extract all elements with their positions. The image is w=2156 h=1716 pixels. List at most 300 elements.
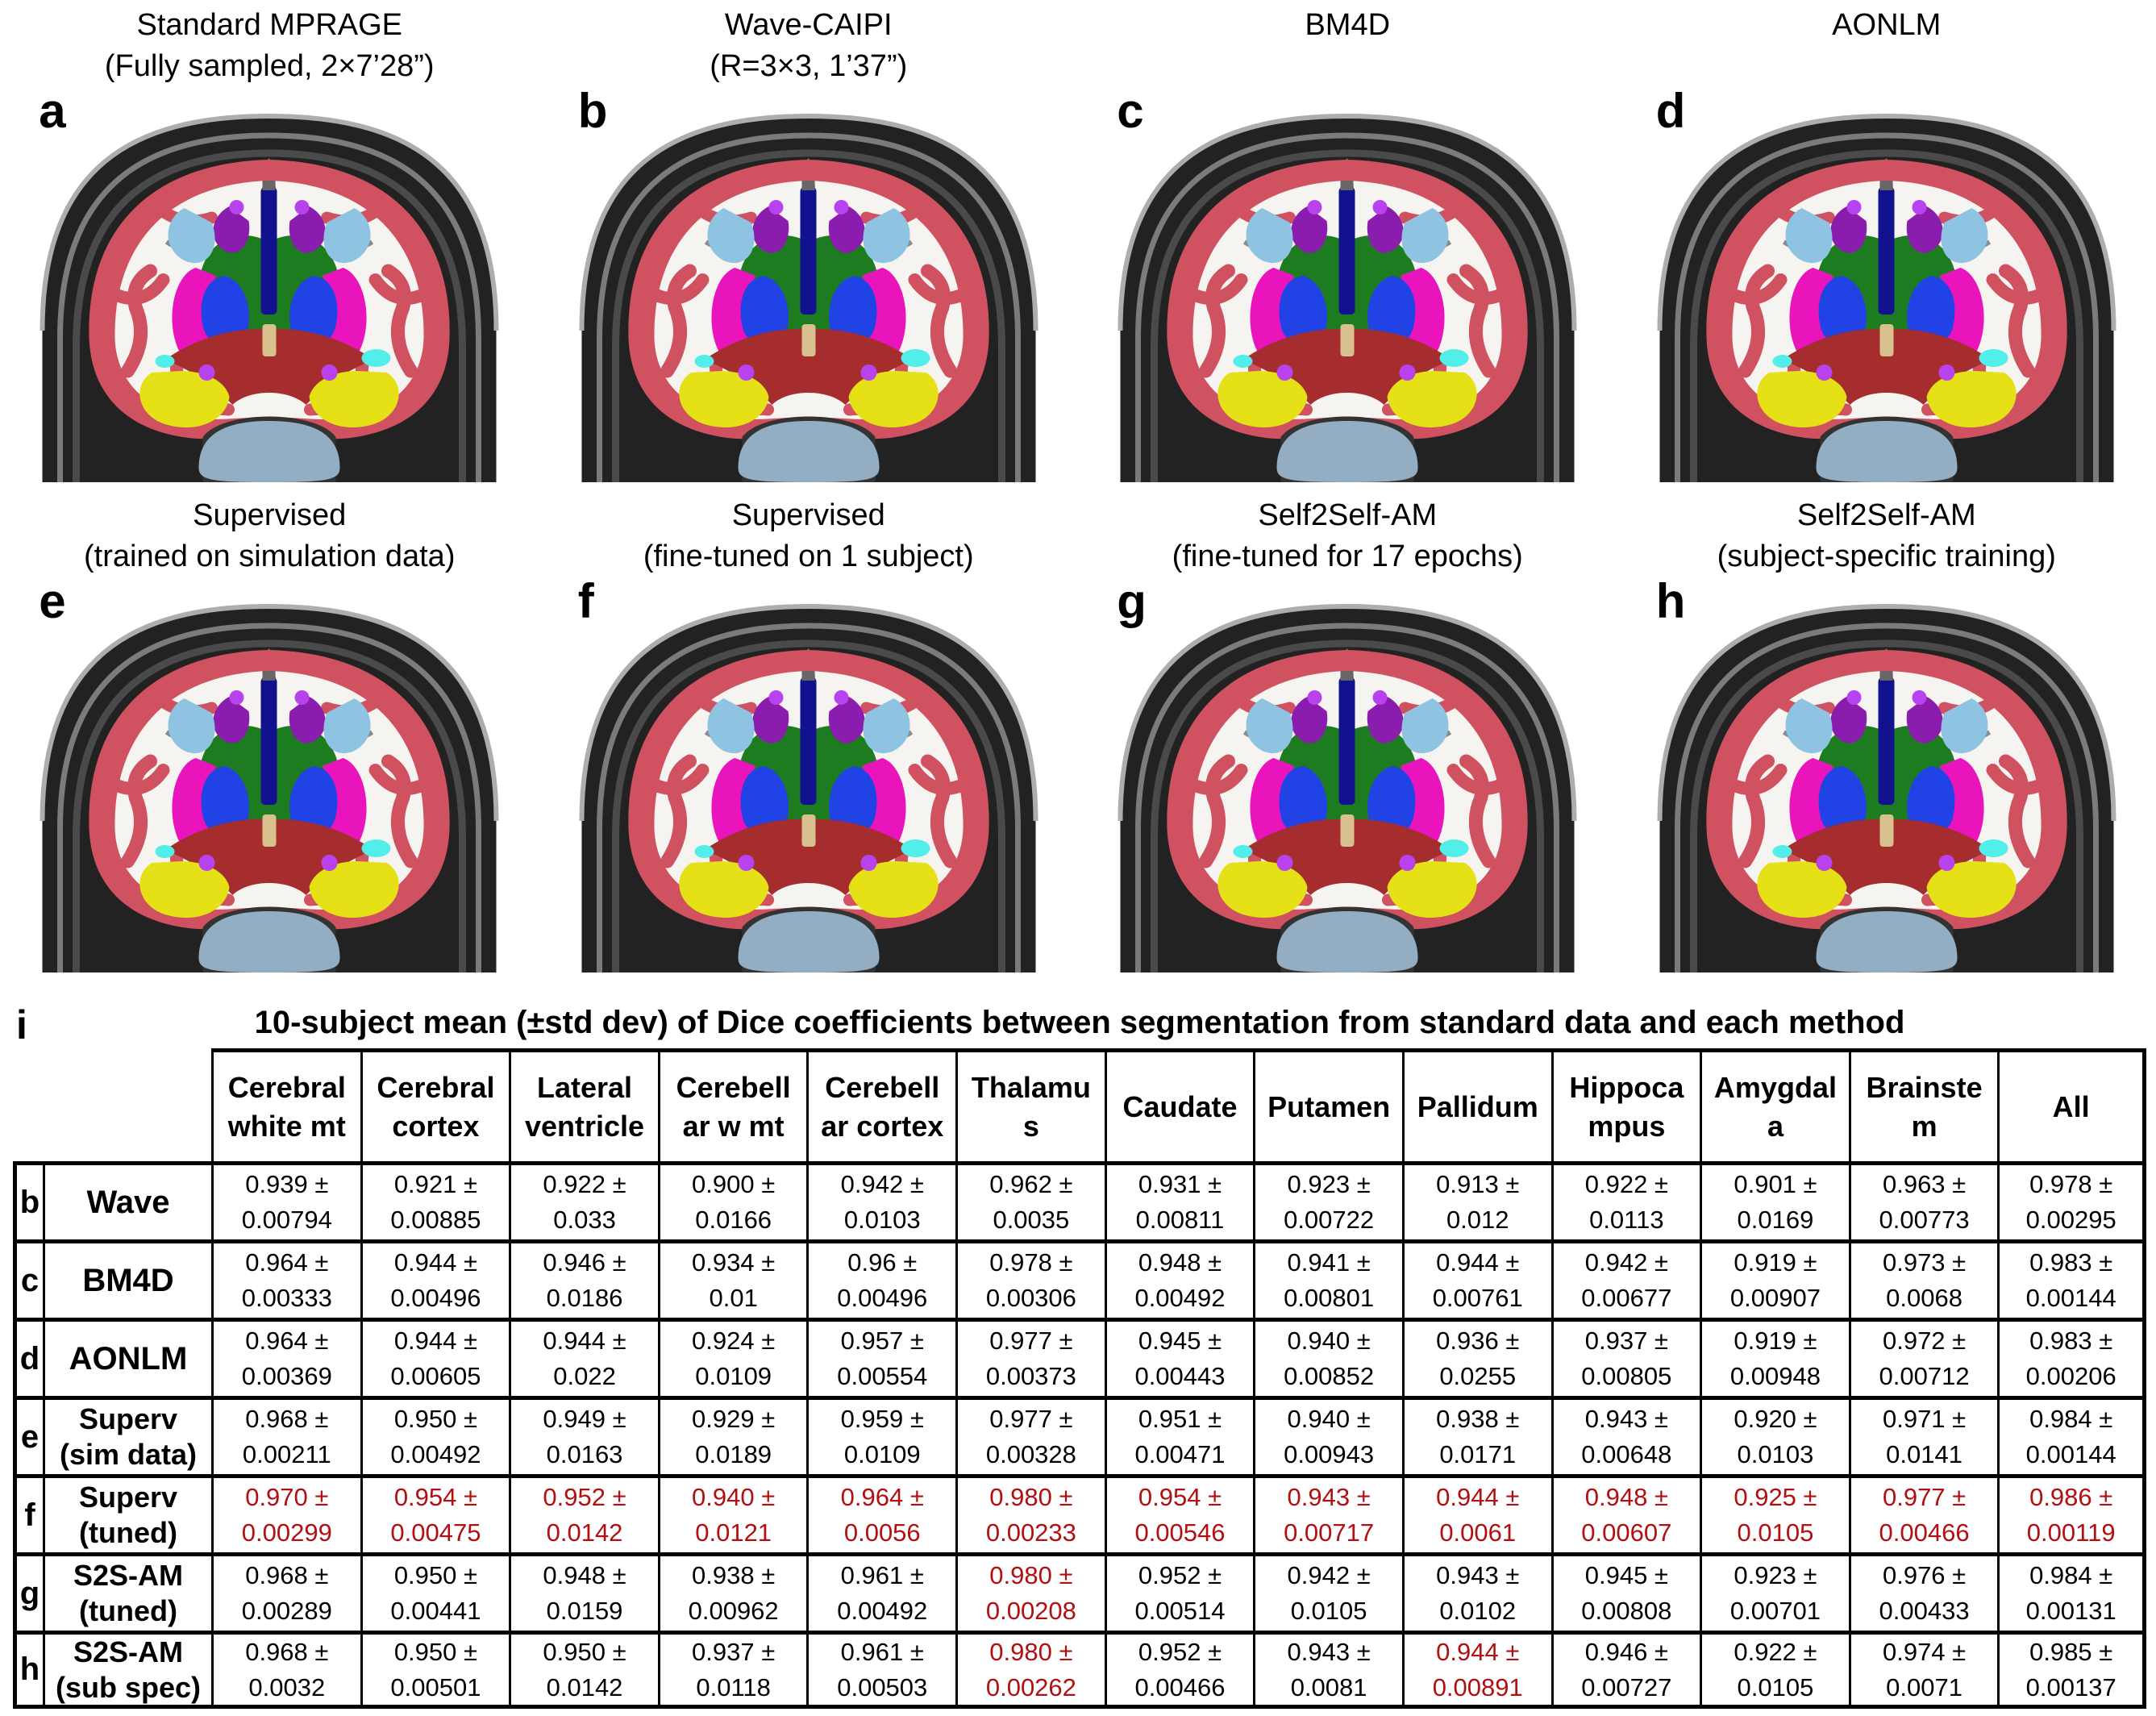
panel-title-line: AONLM [1832,8,1942,42]
dice-mean: 0.985 ± [2029,1637,2113,1666]
dice-mean: 0.931 ± [1138,1170,1222,1198]
cyan-fleck [901,839,930,857]
dice-std: 0.00433 [1879,1597,1970,1625]
row-letter-f: f [13,1474,43,1552]
dice-std: 0.00712 [1879,1362,1970,1390]
dice-cell [509,1631,658,1709]
violet-fleck [1373,690,1388,705]
third-ventricle [1878,187,1894,314]
dice-std: 0.00808 [1581,1597,1672,1625]
dice-std: 0.00289 [241,1597,332,1625]
dice-std: 0.00262 [985,1672,1076,1701]
dice-cell [1402,1239,1551,1318]
brain-panel-f [539,495,1079,973]
dice-cell [1402,1552,1551,1631]
column-header-line: Cerebell [825,1070,940,1104]
dice-mean: 0.976 ± [1882,1561,1967,1589]
panel-letter: a [39,84,66,138]
dice-cell [1997,1474,2146,1552]
method-label-line: (tuned) [79,1516,177,1549]
panel-letter: e [39,574,66,628]
dice-std: 0.022 [553,1362,616,1390]
dice-mean: 0.968 ± [245,1405,329,1433]
dice-std: 0.00369 [241,1362,332,1390]
dice-cell [806,1318,955,1396]
panel-title [1305,5,1390,89]
dice-mean: 0.950 ± [543,1637,626,1666]
row-letter-d: d [13,1318,43,1396]
dice-std: 0.0186 [546,1284,623,1312]
dice-std: 0.00885 [390,1206,481,1234]
column-header-line: m [1911,1109,1937,1143]
dice-mean: 0.963 ± [1882,1170,1967,1198]
brain-panel-b [539,5,1079,482]
column-header-line: Hippoca [1569,1070,1684,1104]
panel-image-a [35,84,503,482]
dice-mean: 0.952 ± [543,1483,626,1511]
method-label-line: AONLM [69,1340,188,1377]
method-label-line: Wave [86,1184,170,1220]
amygdala-fleck [1400,364,1416,381]
dice-cell [955,1161,1105,1239]
dice-std: 0.00648 [1581,1440,1672,1468]
panel-image-f [575,574,1043,973]
dice-cell [360,1631,510,1709]
dice-std: 0.00852 [1284,1362,1375,1390]
dice-cell [658,1396,807,1474]
dice-cell [360,1474,510,1552]
row-method-label [43,1396,211,1474]
dice-cell [806,1631,955,1709]
panel-image-h [1653,574,2121,973]
dice-std: 0.0142 [546,1518,623,1547]
dice-cell [1105,1631,1254,1709]
panel-title-line: Wave-CAIPI [724,8,893,42]
dice-std: 0.00233 [985,1518,1076,1547]
brain-segmentation-image [1653,84,2121,482]
dice-mean: 0.934 ± [692,1248,776,1277]
dice-std: 0.00496 [390,1284,481,1312]
dice-cell [360,1161,510,1239]
dice-cell [1551,1631,1700,1709]
third-ventricle [1339,187,1355,314]
dice-mean: 0.944 ± [393,1327,478,1355]
dice-std: 0.0163 [546,1440,623,1468]
row-method-label [43,1631,211,1709]
dice-mean: 0.923 ± [1287,1170,1371,1198]
panel-title [643,495,974,579]
dice-std: 0.0121 [695,1518,772,1547]
dice-mean: 0.950 ± [393,1637,478,1666]
cyan-fleck [1234,355,1253,368]
dice-cell [955,1396,1105,1474]
dice-std: 0.00773 [1879,1206,1970,1234]
amygdala-fleck [1277,855,1293,871]
dice-mean: 0.939 ± [245,1170,329,1198]
dice-mean: 0.964 ± [245,1248,329,1277]
dice-cell [1551,1318,1700,1396]
dice-cell [1105,1161,1254,1239]
brain-segmentation-image [35,84,503,482]
dice-cell [360,1239,510,1318]
method-label-line: (sim data) [59,1438,198,1471]
dice-mean: 0.961 ± [840,1637,924,1666]
amygdala-fleck [738,364,754,381]
dice-cell [509,1552,658,1631]
dice-mean: 0.980 ± [989,1483,1073,1511]
dice-cell [211,1239,360,1318]
dice-std: 0.00144 [2025,1440,2116,1468]
dice-mean: 0.977 ± [989,1405,1073,1433]
amygdala-fleck [322,364,338,381]
dice-mean: 0.962 ± [989,1170,1073,1198]
dice-cell [1105,1396,1254,1474]
violet-fleck [1373,200,1388,214]
dice-std: 0.00373 [985,1362,1076,1390]
dice-mean: 0.922 ± [1584,1170,1668,1198]
panel-title-line: (fine-tuned on 1 subject) [643,539,974,573]
dice-std: 0.00805 [1581,1362,1672,1390]
panel-letter: c [1117,84,1144,138]
panel-title-line: (trained on simulation data) [84,539,456,573]
cyan-fleck [1234,845,1253,858]
dice-mean: 0.921 ± [393,1170,478,1198]
panel-title [1717,495,2056,579]
dice-mean: 0.954 ± [393,1483,478,1511]
dice-std: 0.00299 [241,1518,332,1547]
dice-cell [1700,1631,1849,1709]
panel-title-line: Supervised [731,498,885,532]
dice-std: 0.0255 [1439,1362,1517,1390]
amygdala-fleck [1938,855,1954,871]
dice-cell [509,1396,658,1474]
violet-fleck [768,690,783,705]
dice-mean: 0.919 ± [1734,1327,1817,1355]
column-header-line: Caudate [1122,1089,1238,1123]
row-method-label [43,1474,211,1552]
ventricle-top-fleck [1879,671,1892,681]
dice-std: 0.00948 [1729,1362,1821,1390]
column-header-cerebralcortex [360,1048,510,1161]
dice-std: 0.00801 [1284,1284,1375,1312]
dice-mean: 0.943 ± [1287,1637,1371,1666]
dice-std: 0.00501 [390,1672,481,1701]
cyan-fleck [156,355,175,368]
column-header-line: Pallidum [1417,1089,1538,1123]
dice-cell [1402,1161,1551,1239]
dice-cell [1551,1474,1700,1552]
dice-cell [509,1161,658,1239]
dice-cell [1105,1474,1254,1552]
column-header-amygdala [1700,1048,1849,1161]
dice-mean: 0.971 ± [1882,1405,1967,1433]
dice-std: 0.00137 [2025,1672,2116,1701]
dice-cell [509,1318,658,1396]
dice-mean: 0.961 ± [840,1561,924,1589]
dice-cell [1849,1396,1998,1474]
dice-std: 0.0071 [1886,1672,1962,1701]
method-label-line: S2S-AM [73,1559,184,1592]
column-header-lateralventricle [509,1048,658,1161]
dice-cell [1402,1474,1551,1552]
dice-mean: 0.942 ± [840,1170,924,1198]
dice-cell [658,1161,807,1239]
dice-std: 0.00891 [1432,1672,1523,1701]
dice-cell [1551,1239,1700,1318]
dice-mean: 0.952 ± [1138,1561,1222,1589]
dice-mean: 0.977 ± [989,1327,1073,1355]
dice-std: 0.0056 [843,1518,921,1547]
dice-std: 0.00211 [242,1440,331,1468]
column-header-line: mpus [1588,1109,1666,1143]
dice-cell [211,1474,360,1552]
dice-cell [658,1239,807,1318]
central-tan-structure [1879,324,1893,356]
dice-std: 0.00441 [390,1597,481,1625]
dice-cell [1849,1631,1998,1709]
dice-mean: 0.950 ± [393,1561,478,1589]
dice-std: 0.0189 [695,1440,772,1468]
dice-cell [1105,1239,1254,1318]
dice-cell [1105,1318,1254,1396]
amygdala-fleck [322,855,338,871]
dice-std: 0.00492 [390,1440,481,1468]
ventricle-top-fleck [263,671,276,681]
dice-mean: 0.919 ± [1734,1248,1817,1277]
dice-mean: 0.937 ± [692,1637,776,1666]
method-label-line: S2S-AM [73,1635,184,1668]
dice-cell [1105,1552,1254,1631]
panel-letter-i: i [16,1002,27,1048]
dice-mean: 0.923 ± [1734,1561,1817,1589]
column-header-line: Thalamu [971,1070,1091,1104]
dice-cell [1849,1474,1998,1552]
cyan-fleck [1979,349,2008,367]
amygdala-fleck [1400,855,1416,871]
column-header-hippocampus [1551,1048,1700,1161]
dice-mean: 0.945 ± [1138,1327,1222,1355]
row-letter-b: b [13,1161,43,1239]
panel-title-line: (R=3×3, 1’37”) [710,49,908,83]
dice-cell [1402,1631,1551,1709]
dice-cell [806,1396,955,1474]
dice-mean: 0.922 ± [543,1170,626,1198]
amygdala-fleck [860,855,876,871]
brain-segmentation-image [1653,574,2121,973]
panel-title [84,495,455,579]
panel-title-line: BM4D [1305,8,1391,42]
brain-panel-a [0,5,539,482]
dice-std: 0.00701 [1729,1597,1821,1625]
dice-mean: 0.924 ± [692,1327,776,1355]
dice-std: 0.01 [709,1284,758,1312]
dice-std: 0.0032 [248,1672,326,1701]
panel-title-line: (subject-specific training) [1717,539,2056,573]
dice-std: 0.0159 [546,1597,623,1625]
dice-std: 0.00443 [1134,1362,1226,1390]
dice-std: 0.00727 [1581,1672,1672,1701]
ventricle-top-fleck [801,671,814,681]
dice-mean: 0.936 ± [1436,1327,1520,1355]
dice-mean: 0.973 ± [1882,1248,1967,1277]
panel-letter: f [577,574,594,628]
brain-segmentation-image [1113,84,1581,482]
dice-cell [360,1396,510,1474]
third-ventricle [1339,677,1355,805]
cyan-fleck [694,845,714,858]
dice-cell [1551,1161,1700,1239]
cyan-fleck [362,349,391,367]
central-tan-structure [1341,324,1355,356]
dice-cell [658,1474,807,1552]
dice-std: 0.0109 [695,1362,772,1390]
dice-mean: 0.944 ± [1436,1248,1520,1277]
dice-cell [1997,1161,2146,1239]
dice-cell [1253,1631,1402,1709]
dice-mean: 0.954 ± [1138,1483,1222,1511]
dice-std: 0.0035 [993,1206,1070,1234]
table-corner-spacer [13,1048,211,1161]
dice-cell [1551,1396,1700,1474]
brain-segmentation-image [1113,574,1581,973]
dice-table [13,1048,2146,1709]
panel-title-line: Supervised [193,498,347,532]
dice-mean: 0.951 ± [1138,1405,1222,1433]
table-title-row [13,1002,2146,1048]
dice-std: 0.00514 [1134,1597,1226,1625]
dice-mean: 0.964 ± [840,1483,924,1511]
cyan-fleck [694,355,714,368]
dice-cell [658,1318,807,1396]
dice-cell [211,1552,360,1631]
dice-mean: 0.983 ± [2029,1327,2113,1355]
dice-cell [1849,1318,1998,1396]
dice-std: 0.0169 [1737,1206,1814,1234]
dice-std: 0.0103 [843,1206,921,1234]
panel-image-e [35,574,503,973]
central-tan-structure [1341,814,1355,847]
dice-std: 0.0103 [1737,1440,1814,1468]
central-tan-structure [801,324,815,356]
dice-mean: 0.943 ± [1436,1561,1520,1589]
column-header-pallidum [1402,1048,1551,1161]
row-method-label [43,1318,211,1396]
violet-fleck [1308,200,1322,214]
dice-mean: 0.948 ± [1138,1248,1222,1277]
dice-cell [1402,1396,1551,1474]
dice-std: 0.00794 [241,1206,332,1234]
third-ventricle [261,187,277,314]
dice-std: 0.00328 [985,1440,1076,1468]
cyan-fleck [1979,839,2008,857]
central-tan-structure [263,324,277,356]
method-label-line: Superv [78,1481,178,1514]
amygdala-fleck [860,364,876,381]
third-ventricle [261,677,277,805]
dice-std: 0.00206 [2025,1362,2116,1390]
panel-title-line: Standard MPRAGE [136,8,402,42]
dice-mean: 0.942 ± [1584,1248,1668,1277]
panel-title [710,5,907,89]
dice-mean: 0.957 ± [840,1327,924,1355]
dice-std: 0.0102 [1439,1597,1517,1625]
amygdala-fleck [1277,364,1293,381]
dice-std: 0.00722 [1284,1206,1375,1234]
violet-fleck [1912,200,1926,214]
brain-panel-c [1078,5,1617,482]
panel-image-b [575,84,1043,482]
dice-mean: 0.941 ± [1287,1248,1371,1277]
dice-mean: 0.984 ± [2029,1405,2113,1433]
dice-std: 0.00761 [1432,1284,1523,1312]
column-header-line: Amygdal [1713,1070,1837,1104]
dice-std: 0.0142 [546,1672,623,1701]
panel-letter: g [1117,574,1147,628]
panel-letter: d [1655,84,1686,138]
ventricle-top-fleck [1879,181,1892,190]
amygdala-fleck [199,364,215,381]
panel-image-d [1653,84,2121,482]
ventricle-top-fleck [1341,671,1354,681]
dice-mean: 0.938 ± [1436,1405,1520,1433]
amygdala-fleck [1938,364,1954,381]
dice-cell [1253,1552,1402,1631]
ventricle-top-fleck [1341,181,1354,190]
panel-title [1172,495,1523,579]
dice-cell [1849,1552,1998,1631]
dice-std: 0.0141 [1886,1440,1962,1468]
dice-std: 0.00475 [390,1518,481,1547]
dice-std: 0.012 [1446,1206,1509,1234]
brain-segmentation-image [575,574,1043,973]
amygdala-fleck [199,855,215,871]
dice-mean: 0.920 ± [1734,1405,1817,1433]
panel-title [1832,5,1941,89]
dice-mean: 0.900 ± [692,1170,776,1198]
dice-mean: 0.925 ± [1734,1483,1817,1511]
dice-std: 0.00333 [241,1284,332,1312]
dice-cell [509,1239,658,1318]
dice-cell [806,1239,955,1318]
row-method-label [43,1239,211,1318]
row-letter-c: c [13,1239,43,1318]
dice-mean: 0.977 ± [1882,1483,1967,1511]
column-header-cerebellarcortex [806,1048,955,1161]
dice-std: 0.00546 [1134,1518,1226,1547]
dice-mean: 0.978 ± [989,1248,1073,1277]
panel-title-line: Self2Self-AM [1258,498,1438,532]
dice-cell [806,1161,955,1239]
dice-std: 0.00131 [2025,1597,2116,1625]
cyan-fleck [1440,349,1469,367]
dice-mean: 0.968 ± [245,1561,329,1589]
brain-panel-d [1617,5,2156,482]
dice-std: 0.00605 [390,1362,481,1390]
cyan-fleck [156,845,175,858]
dice-cell [1700,1239,1849,1318]
dice-cell [1700,1396,1849,1474]
dice-std: 0.00496 [837,1284,928,1312]
violet-fleck [230,690,244,705]
violet-fleck [1308,690,1322,705]
dice-mean: 0.945 ± [1584,1561,1668,1589]
row-method-label [43,1552,211,1631]
dice-cell [806,1552,955,1631]
dice-std: 0.00943 [1284,1440,1375,1468]
cyan-fleck [362,839,391,857]
dice-mean: 0.970 ± [245,1483,329,1511]
dice-mean: 0.937 ± [1584,1327,1668,1355]
